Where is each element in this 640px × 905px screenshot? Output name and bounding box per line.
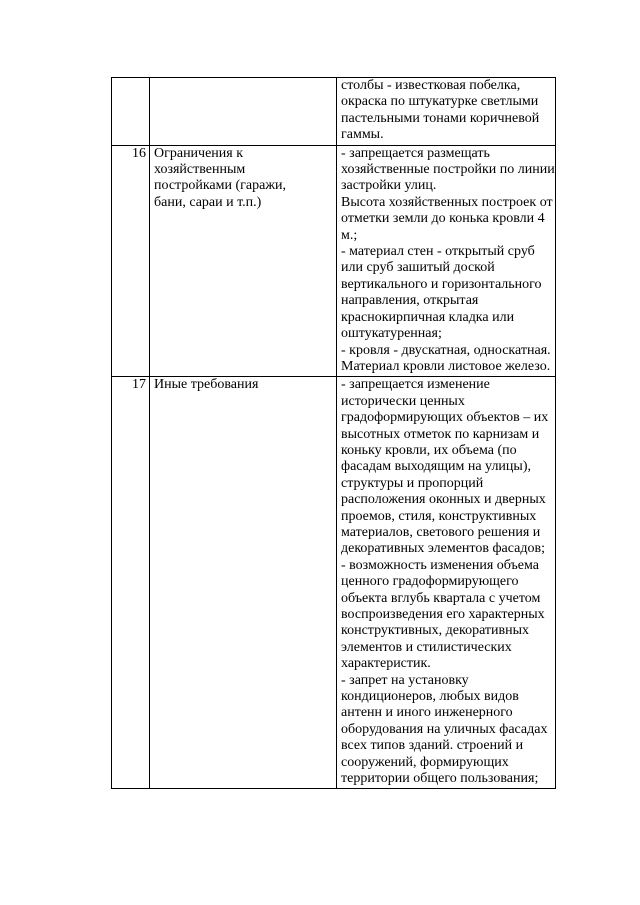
text-line: хозяйственные постройки по линии xyxy=(341,162,555,178)
requirements-table xyxy=(111,77,556,789)
requirement-name xyxy=(150,145,337,377)
text-line: столбы - известковая побелка, xyxy=(341,78,521,93)
text-line: всех типов зданий. строений и xyxy=(341,738,524,754)
text-line: фасадам выходящим на улицы), xyxy=(341,459,531,475)
table-row xyxy=(112,78,556,146)
text-line: коньку кровли, их объема (по xyxy=(341,442,517,458)
text-line: высотных отметок по карнизам и xyxy=(341,426,540,442)
text-line: - запрещается изменение xyxy=(341,377,490,393)
name-line: постройками (гаражи, xyxy=(154,178,286,194)
text-line: материалов, светового решения и xyxy=(341,524,541,540)
text-line: м.; xyxy=(341,227,358,243)
text-line: - материал стен - открытый сруб xyxy=(341,244,535,260)
text-line: вертикального и горизонтального xyxy=(341,276,542,292)
text-line: застройки улиц. xyxy=(341,178,437,194)
text-line: - запрет на установку xyxy=(341,672,469,688)
name-line: Ограничения к xyxy=(154,145,244,161)
name-line: хозяйственным xyxy=(154,162,246,178)
name-line: бани, сараи и т.п.) xyxy=(154,194,262,210)
text-line: - запрещается размещать xyxy=(341,145,490,161)
requirement-name xyxy=(150,78,337,146)
text-line: элементов и стилистических xyxy=(341,639,512,655)
text-line: расположения оконных и дверных xyxy=(341,492,546,508)
row-number xyxy=(112,78,150,146)
text-line: градоформирующих объектов – их xyxy=(341,410,549,426)
row-number: 17 xyxy=(112,377,150,789)
requirement-text xyxy=(337,78,556,146)
table-row xyxy=(112,145,556,377)
text-line: воспроизведения его характерных xyxy=(341,607,545,622)
text-line: краснокирпичная кладка или xyxy=(341,309,515,325)
text-line: проемов, стиля, конструктивных xyxy=(341,508,537,524)
text-line: оштукатуренная; xyxy=(341,326,442,342)
table-row xyxy=(112,377,556,789)
text-line: пастельными тонами коричневой xyxy=(341,110,540,126)
text-line: антенн и иного инженерного xyxy=(341,705,513,721)
requirement-name xyxy=(150,377,337,789)
text-line: кондиционеров, любых видов xyxy=(341,689,519,705)
row-number: 16 xyxy=(112,145,150,377)
text-line: или сруб зашитый доской xyxy=(341,260,495,276)
text-line: декоративных элементов фасадов; xyxy=(341,541,545,557)
text-line: территории общего пользования; xyxy=(341,771,539,787)
requirement-text xyxy=(337,377,556,789)
text-line: исторически ценных xyxy=(341,393,465,409)
text-line: Материал кровли листовое железо. xyxy=(341,358,551,374)
text-line: гаммы. xyxy=(341,127,384,143)
text-line: характеристик. xyxy=(341,656,431,672)
text-line: объекта вглубь квартала с учетом xyxy=(341,590,541,606)
requirement-text xyxy=(337,145,556,377)
text-line: отметки земли до конька кровли 4 xyxy=(341,211,545,227)
text-line: сооружений, формирующих xyxy=(341,754,509,770)
text-line: направления, открытая xyxy=(341,293,479,309)
text-line: конструктивных, декоративных xyxy=(341,623,530,639)
text-line: Высота хозяйственных построек от xyxy=(341,194,553,210)
text-line: - возможность изменения объема xyxy=(341,557,539,573)
text-line: структуры и пропорций xyxy=(341,475,484,491)
name-line: Иные требования xyxy=(154,377,259,393)
text-line: оборудования на уличных фасадах xyxy=(341,721,548,737)
text-line: ценного градоформирующего xyxy=(341,574,519,590)
text-line: окраска по штукатурке светлыми xyxy=(341,94,539,110)
text-line: - кровля - двускатная, односкатная. xyxy=(341,342,551,358)
